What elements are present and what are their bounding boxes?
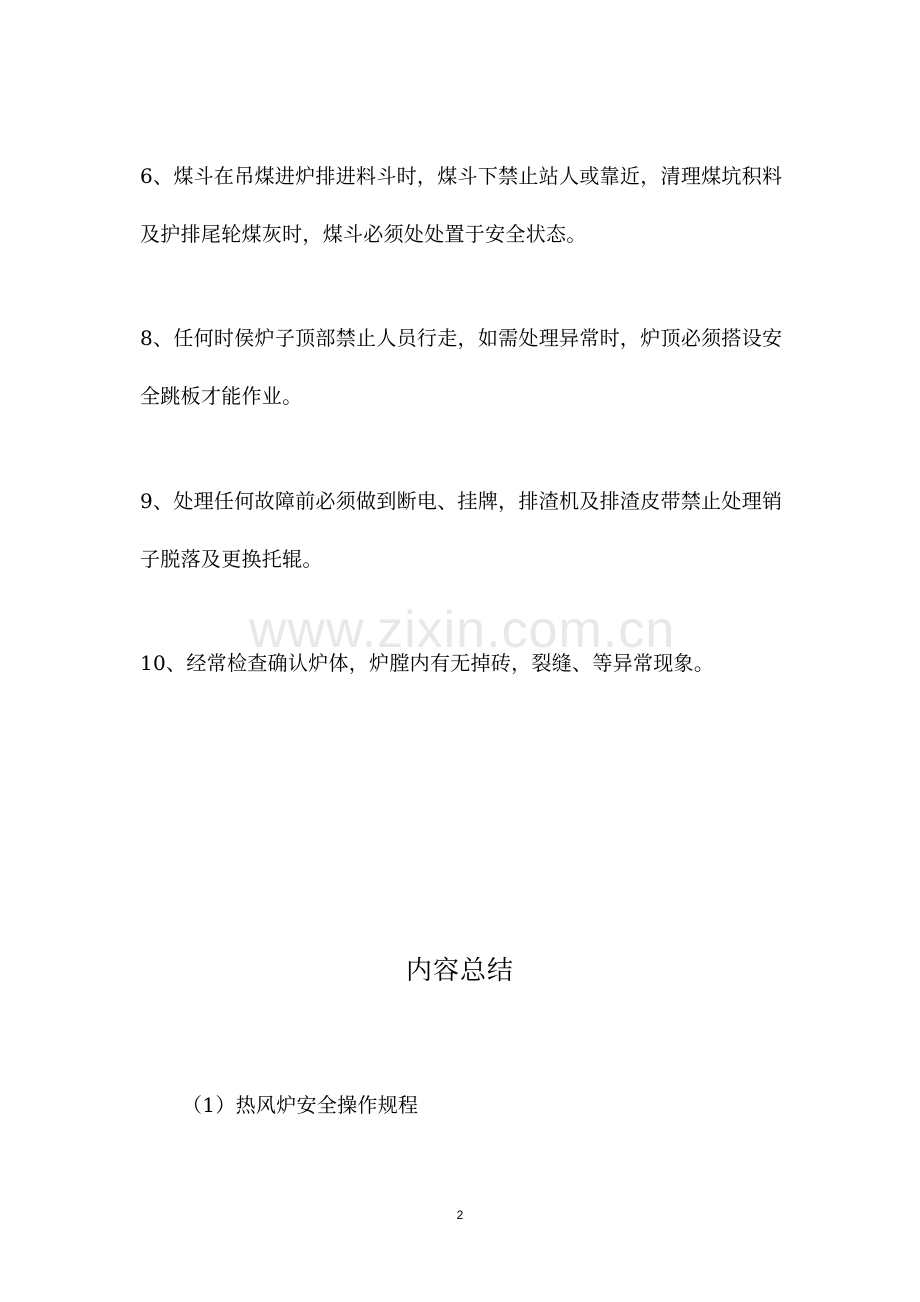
watermark: www.zixin.com.cn (248, 601, 676, 659)
paragraph-item-9: 9、处理任何故障前必须做到断电、挂牌，排渣机及排渣皮带禁止处理销子脱落及更换托辊。 (140, 489, 783, 571)
paragraph-item-10: 10、经常检查确认炉体，炉膛内有无掉砖，裂缝、等异常现象。 (140, 651, 715, 675)
summary-title: 内容总结 (405, 956, 514, 986)
paragraph-item-8: 8、任何时侯炉子顶部禁止人员行走，如需处理异常时，炉顶必须搭设安全跳板才能作业。 (140, 326, 783, 408)
paragraph-item-6: 6、煤斗在吊煤进炉排进料斗时，煤斗下禁止站人或靠近，清理煤坑积料及护排尾轮煤灰时，煤斗必须处处置于安全状态。 (140, 164, 783, 246)
summary-item: （1）热风炉安全操作规程 (182, 1093, 419, 1117)
page-number: 2 (456, 1208, 464, 1222)
